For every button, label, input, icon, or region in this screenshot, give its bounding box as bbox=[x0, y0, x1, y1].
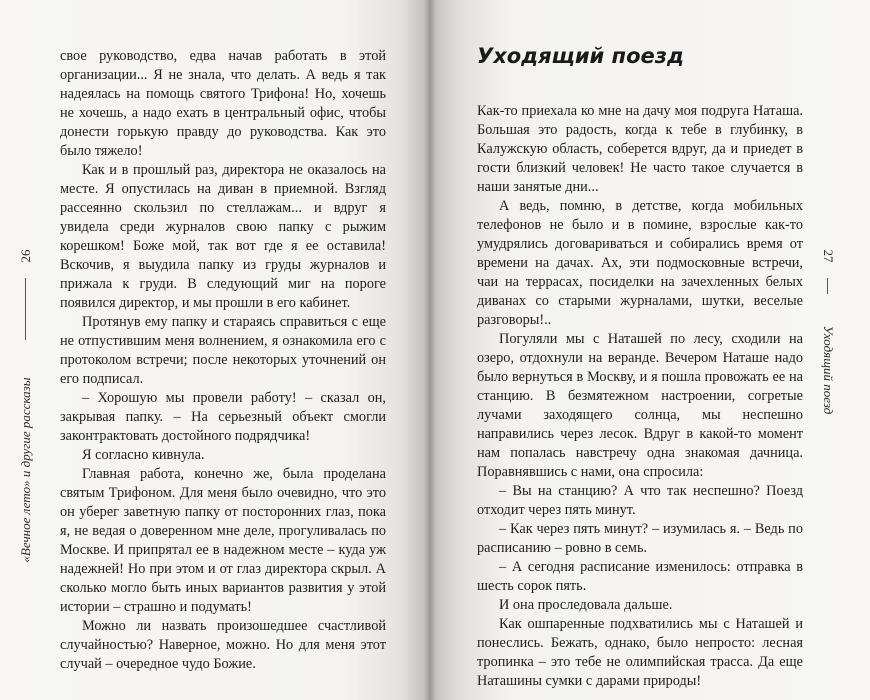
right-running-head: Уходящий поезд bbox=[821, 325, 836, 415]
paragraph: – А сегодня расписание изменилось: отправка в шесть сорок пять. bbox=[477, 559, 803, 594]
left-margin-rule bbox=[25, 278, 26, 340]
paragraph: Главная работа, конечно же, была проделана святым Трифоном. Для меня было очевидно, что это он уберег заветную папку от посторонних глаз, пока я, не ведая о доверенном мне деле, прогуливалась по Москве. И припрятал ее в надежном месте – куда уж надежней! Но при этом и от глаз директора скрыл. А сколько могло быть иных вариантов развития у этой истории – страшно и подумать! bbox=[60, 466, 386, 615]
paragraph: – Вы на станцию? А что так неспешно? Поезд отходит через пять минут. bbox=[477, 483, 803, 518]
left-running-head: «Вечное лето» и другие рассказы bbox=[18, 377, 33, 563]
paragraph: – Как через пять минут? – изумилась я. – Ведь по расписанию – ровно в семь. bbox=[477, 521, 803, 556]
book-gutter bbox=[424, 0, 436, 700]
paragraph: Протянув ему папку и стараясь справиться с еще не отпустившим меня волнением, я ознакомила его с протоколом встречи; после некоторых уточнений он его подписал. bbox=[60, 314, 386, 387]
paragraph: Как-то приехала ко мне на дачу моя подруга Наташа. Большая это радость, когда к тебе в глубинку, в Калужскую область, соберется вдруг, да и приедет в гости близкий человек! Не часто такое случается в наши занятые дни... bbox=[477, 103, 803, 195]
left-body-text bbox=[60, 47, 386, 674]
paragraph: Я согласно кивнула. bbox=[82, 447, 205, 463]
paragraph: – Хорошую мы провели работу! – сказал он, закрывая папку. – На серьезный объект смогли законтрактовать достойного подрядчика! bbox=[60, 390, 386, 444]
paragraph: Как ошпаренные подхватились мы с Наташей и понеслись. Бежать, однако, было непросто: лесная тропинка – это тебе не олимпийская трасса. Да еще Наташины сумки с дарами природы! bbox=[477, 616, 803, 689]
left-page-number: 26 bbox=[18, 249, 33, 263]
chapter-title: Уходящий поезд bbox=[477, 44, 684, 68]
paragraph: Погуляли мы с Наташей по лесу, сходили на озеро, отдохнули на веранде. Вечером Наташе надо было вернуться в Москву, и я пошла провожать ее на станцию. В безмятежном настроении, согретые лучами заходящего солнца, мы неспешно направились через лесок. Вдруг в какой-то момент нам попалась навстречу одна знакомая дачница. Поравнявшись с нами, она спросила: bbox=[477, 331, 803, 480]
paragraph: Как и в прошлый раз, директора не оказалось на месте. Я опустилась на диван в приемной. Взгляд рассеянно скользил по стеллажам... и вдруг я увидела среди журналов свою папку с рыжим корешком! Боже мой, так вот где я ее оставила! Вскочив, я выудила папку из груды журналов и прижала к груди. В следующий миг на пороге появился директор, и мы прошли в его кабинет. bbox=[60, 162, 386, 311]
right-margin-rule bbox=[827, 278, 828, 294]
right-page-number: 27 bbox=[821, 249, 836, 263]
paragraph: И она проследовала дальше. bbox=[499, 597, 673, 613]
right-page bbox=[430, 0, 870, 700]
paragraph: А ведь, помню, в детстве, когда мобильных телефонов не было и в помине, взрослые как-то умудрялись договариваться и собирались время от времени на дачах. Ах, эти подмосковные встречи, чаи на террасах, посиделки на зачехленных белых диванах со старыми журналами, шутки, веселые разговоры!.. bbox=[477, 198, 803, 328]
paragraph: Можно ли назвать произошедшее счастливой случайностью? Наверное, можно. Но для меня этот случай – очередное чудо Божие. bbox=[60, 618, 386, 672]
paragraph: свое руководство, едва начав работать в этой организации... Я не знала, что делать. А ведь я так надеялась на помощь святого Трифона! Но, хочешь не хочешь, а надо ехать в центральный офис, чтобы донести горькую правду до руководства. Как это было тяжело! bbox=[60, 48, 386, 159]
left-page bbox=[0, 0, 430, 700]
right-body-text bbox=[477, 102, 803, 691]
